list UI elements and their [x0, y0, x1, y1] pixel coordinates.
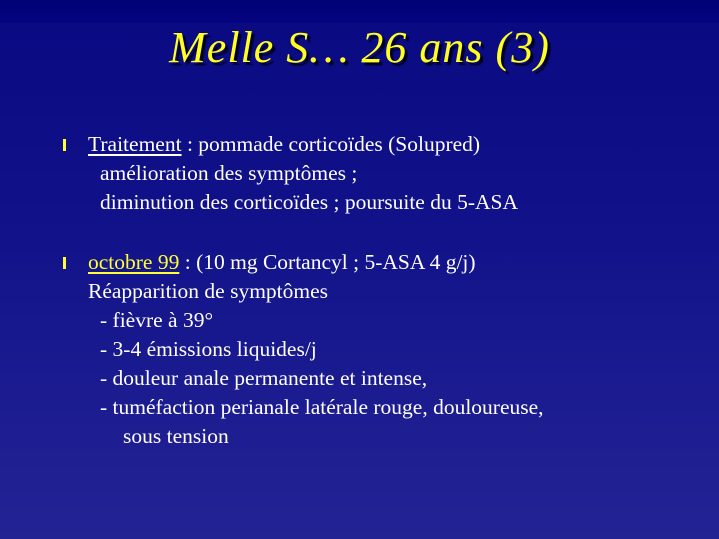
traitement-underlined-label: Traitement [88, 132, 182, 156]
traitement-lead-rest: : pommade corticoïdes (Solupred) [181, 132, 481, 156]
octobre-lead-line [0, 248, 719, 277]
octobre-lead-rest: : (10 mg Cortancyl ; 5-ASA 4 g/j) [179, 250, 476, 274]
octobre-line-emissions: - 3-4 émissions liquides/j [100, 337, 317, 361]
octobre-line-reapparition: Réapparition de symptômes [88, 279, 329, 303]
bullet-block-traitement [0, 130, 719, 217]
traitement-line-diminution: diminution des corticoïdes ; poursuite du 5-ASA [100, 190, 519, 214]
octobre-line-tumefaction: - tuméfaction perianale latérale rouge, douloureuse, [100, 395, 544, 419]
bullet-bar-icon [63, 257, 66, 269]
octobre-line-douleur: - douleur anale permanente et intense, [100, 366, 428, 390]
traitement-lead-line [0, 130, 719, 159]
octobre-line-sous-tension: sous tension [123, 424, 229, 448]
octobre-underlined-label: octobre 99 [88, 250, 180, 274]
slide-title: Melle S… 26 ans (3) [169, 23, 550, 72]
bullet-block-octobre-99 [0, 248, 719, 451]
octobre-line-fievre: - fièvre à 39° [100, 308, 214, 332]
traitement-line-amelioration: amélioration des symptômes ; [100, 161, 358, 185]
bullet-bar-icon [63, 139, 66, 151]
